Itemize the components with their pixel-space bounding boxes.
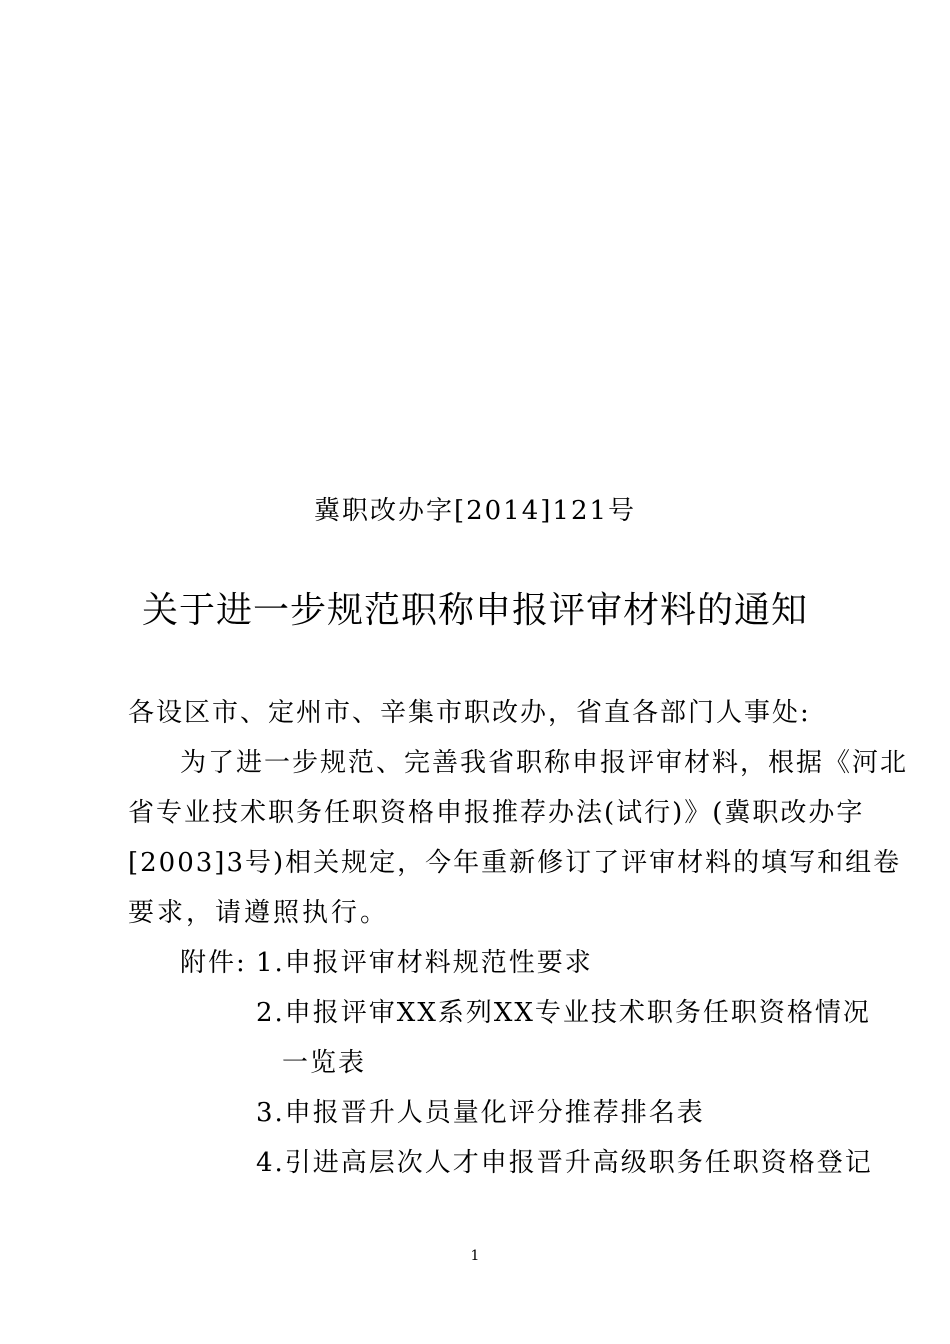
document-title: 关于进一步规范职称申报评审材料的通知 [141, 590, 808, 631]
attachment-item-4: 4.引进高层次人才申报晋升高级职务任职资格登记 [256, 1148, 873, 1178]
body-line-1: 为了进一步规范、完善我省职称申报评审材料，根据《河北 [180, 748, 909, 778]
attachment-item-2-continued: 一览表 [282, 1048, 367, 1078]
addressee: 各设区市、定州市、辛集市职改办，省直各部门人事处: [128, 698, 811, 728]
document-number: 冀职改办字[2014]121号 [313, 496, 637, 526]
page-number: 1 [470, 1248, 480, 1264]
body-line-2: 省专业技术职务任职资格申报推荐办法(试行)》(冀职改办字 [128, 798, 865, 828]
attachment-item-1: 1.申报评审材料规范性要求 [256, 948, 593, 978]
attachment-item-2: 2.申报评审XX系列XX专业技术职务任职资格情况 [256, 998, 871, 1028]
attachments-label: 附件: [180, 948, 247, 978]
attachment-item-3: 3.申报晋升人员量化评分推荐排名表 [256, 1098, 705, 1128]
body-line-3: [2003]3号)相关规定，今年重新修订了评审材料的填写和组卷 [128, 848, 902, 878]
body-line-4: 要求，请遵照执行。 [128, 898, 390, 928]
